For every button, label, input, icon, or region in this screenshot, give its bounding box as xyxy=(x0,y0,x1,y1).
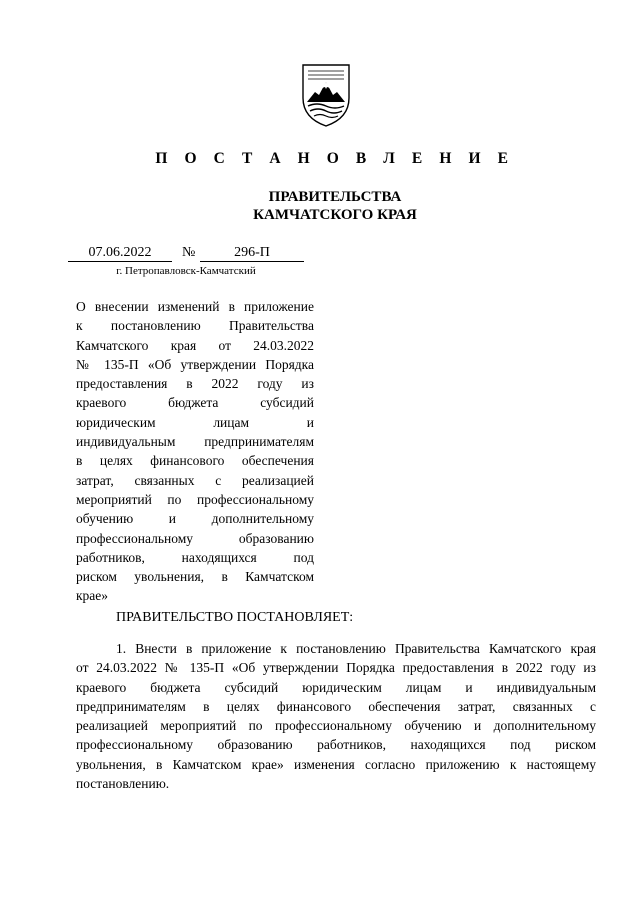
paragraph-line: увольнения, в Камчатском крае» изменения согласно приложению к настоящему xyxy=(76,756,596,772)
paragraph-line: профессиональному образованию работников, находящихся под риском xyxy=(76,737,596,753)
subject-line: риском увольнения, в Камчатском xyxy=(76,569,314,585)
paragraph-line: постановлению. xyxy=(76,776,170,792)
issue-place: г. Петропавловск-Камчатский xyxy=(116,265,256,277)
subject-line: юридическим лицам и xyxy=(76,414,314,430)
resolution-heading: ПРАВИТЕЛЬСТВО ПОСТАНОВЛЯЕТ: xyxy=(116,610,354,625)
paragraph-line: 1. Внести в приложение к постановлению Правительства Камчатского края xyxy=(116,641,596,656)
subject-line: индивидуальным предпринимателям xyxy=(76,434,314,450)
document-subject xyxy=(76,297,314,606)
authority-line-2: КАМЧАТСКОГО КРАЯ xyxy=(253,207,417,223)
paragraph-1 xyxy=(76,639,596,793)
subject-line: № 135-П «Об утверждении Порядка xyxy=(76,356,314,372)
subject-line: краевого бюджета субсидий xyxy=(76,395,314,411)
subject-line: обучению и дополнительному xyxy=(76,511,314,527)
subject-line: крае» xyxy=(76,588,109,604)
document-date: 07.06.2022 xyxy=(68,245,172,262)
document-title: П О С Т А Н О В Л Е Н И Е xyxy=(155,150,515,167)
paragraph-line: от 24.03.2022 № 135-П «Об утверждении Порядка предоставления в 2022 году из xyxy=(76,660,596,676)
paragraph-line: реализацией мероприятий по профессиональному обучению и дополнительному xyxy=(76,718,596,734)
subject-line: к постановлению Правительства xyxy=(76,318,314,334)
paragraph-line: предпринимателям в целях финансового обеспечения затрат, связанных с xyxy=(76,698,596,714)
paragraph-line: краевого бюджета субсидий юридическим лицам и индивидуальным xyxy=(76,679,596,695)
document-number: 296-П xyxy=(200,245,304,262)
subject-line: Камчатского края от 24.03.2022 xyxy=(76,337,314,353)
subject-line: О внесении изменений в приложение xyxy=(76,299,314,314)
authority-line-1: ПРАВИТЕЛЬСТВА xyxy=(268,189,402,205)
subject-line: в целях финансового обеспечения xyxy=(76,453,314,469)
subject-line: профессиональному образованию xyxy=(76,530,314,546)
issuing-authority xyxy=(0,188,640,224)
subject-line: затрат, связанных с реализацией xyxy=(76,472,314,488)
subject-line: мероприятий по профессиональному xyxy=(76,491,314,507)
coat-of-arms-icon xyxy=(300,62,352,128)
subject-line: предоставления в 2022 году из xyxy=(76,376,314,392)
subject-line: работников, находящихся под xyxy=(76,549,314,565)
number-sign: № xyxy=(182,245,196,260)
